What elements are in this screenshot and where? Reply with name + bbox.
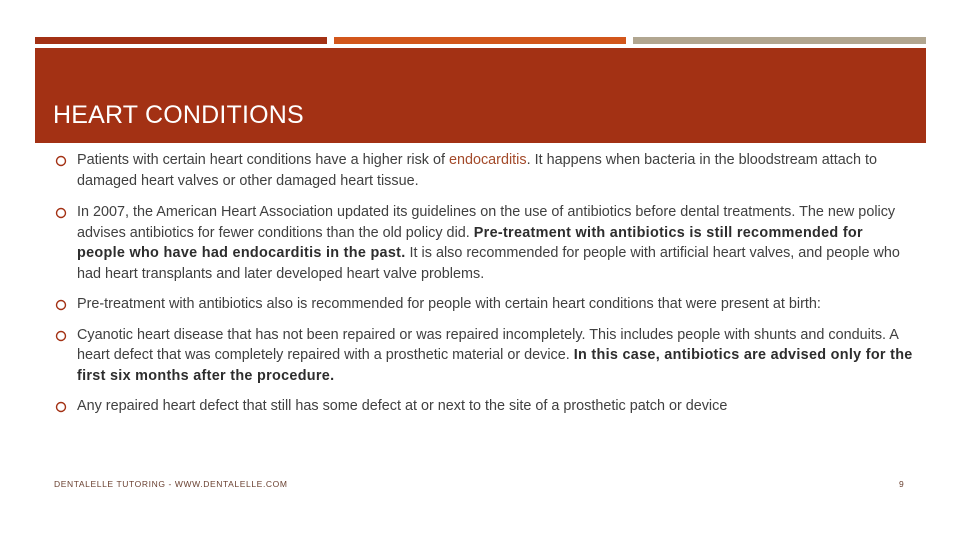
circle-bullet-icon [55, 329, 69, 343]
circle-bullet-icon [55, 206, 69, 220]
bullet-list [55, 150, 915, 417]
circle-bullet-icon [55, 400, 69, 414]
bullet-item [55, 325, 915, 387]
page-number: 9 [899, 479, 904, 489]
accent-stripe-1 [35, 37, 327, 44]
bullet-text: Patients with certain heart conditions have a higher risk of [77, 152, 449, 168]
bullet-text: . It happens when bacteria in the bloodstream attach to damaged heart valves or other damaged heart tissue. [77, 152, 877, 189]
circle-bullet-icon [55, 298, 69, 312]
title-band [35, 48, 926, 143]
circle-bullet-icon [55, 154, 69, 168]
bullet-item [55, 294, 915, 315]
highlight-term: endocarditis [448, 152, 527, 168]
bold-text: Pre-treatment with antibiotics is still recommended for people who have had endocarditis in the past. [77, 224, 863, 261]
bullet-text: Cyanotic heart disease that has not been repaired or was repaired incompletely. This includes people with shunts and conduits. A heart defect that was completely repaired with a prosthetic material or device. [77, 326, 899, 363]
bold-text: In this case, antibiotics are advised only for the first six months after the procedure. [77, 347, 913, 384]
accent-stripe-3 [633, 37, 926, 44]
bullet-item [55, 202, 915, 284]
slide-title: HEART CONDITIONS [53, 101, 304, 129]
bullet-item [55, 150, 915, 191]
bullet-text: It is also recommended for people with artificial heart valves, and people who had heart transplants and later developed heart valve problems. [77, 245, 900, 282]
footer-text: DENTALELLE TUTORING - WWW.DENTALELLE.COM [54, 479, 288, 489]
bullet-item [55, 396, 915, 417]
accent-stripe-2 [334, 37, 626, 44]
bullet-text: In 2007, the American Heart Association updated its guidelines on the use of antibiotics before dental treatments. The new policy advises antibiotics for fewer conditions than the old policy did. [77, 204, 896, 241]
bullet-text: Any repaired heart defect that still has some defect at or next to the site of a prosthetic patch or device [77, 398, 728, 414]
bullet-text: Pre-treatment with antibiotics also is recommended for people with certain heart conditions that were present at birth: [77, 296, 821, 312]
